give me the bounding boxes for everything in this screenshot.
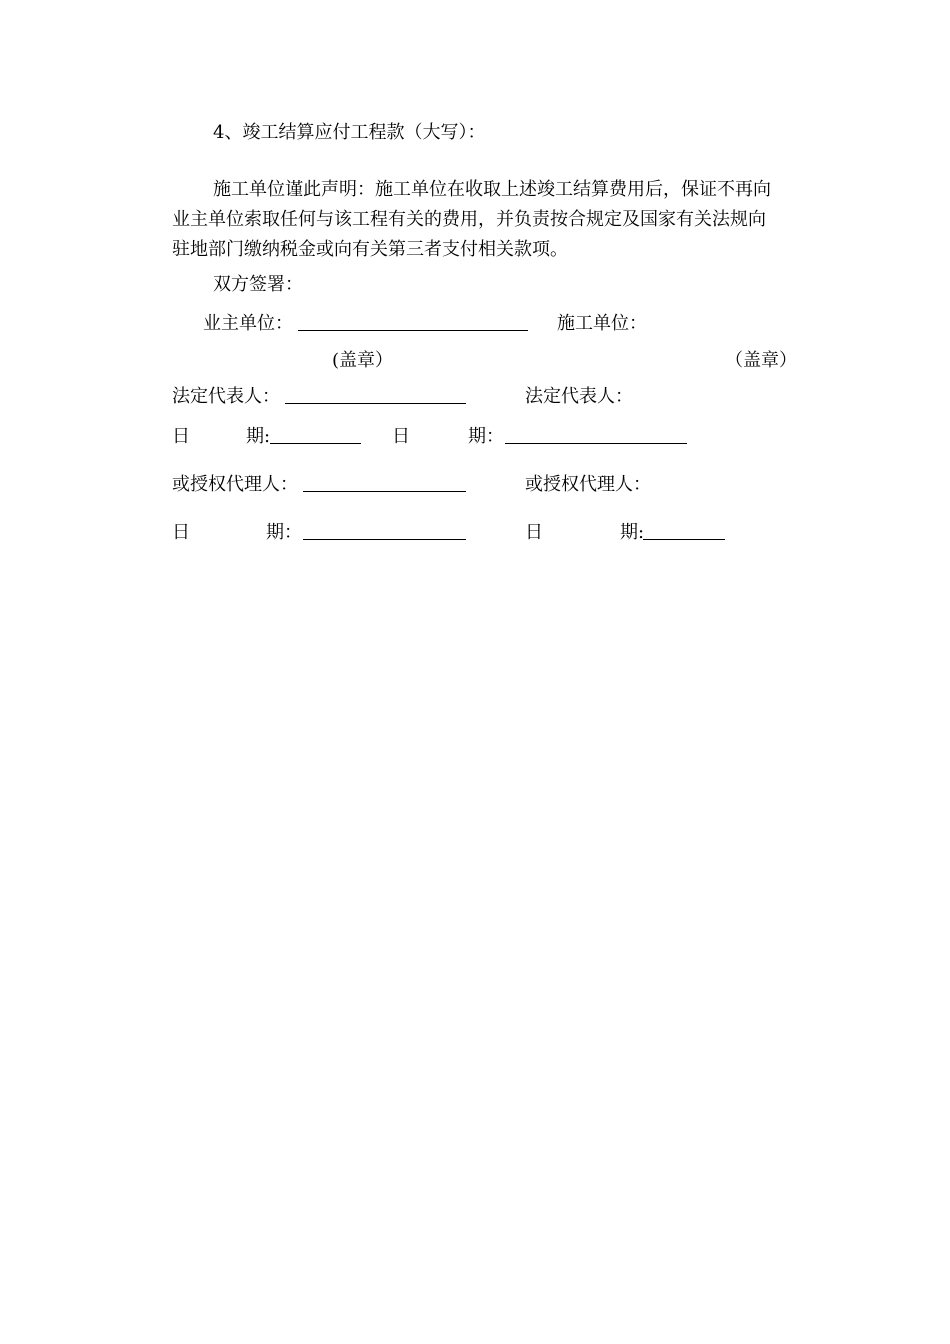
contractor-agent-date-label-char2: 期: <box>620 522 645 543</box>
contractor-legal-rep-label: 法定代表人： <box>525 386 633 407</box>
contractor-unit-label: 施工单位： <box>557 313 647 334</box>
contractor-agent-date-label-char1: 日 <box>525 522 543 543</box>
contractor-date-label-char2: 期： <box>468 426 504 447</box>
owner-date-label-char1: 日 <box>172 426 190 447</box>
contractor-date-label-char1: 日 <box>392 426 410 447</box>
owner-unit-label: 业主单位： <box>203 313 293 334</box>
owner-agent-date-label-char1: 日 <box>172 522 190 543</box>
owner-date-label-char2: 期: <box>246 426 271 447</box>
declaration-paragraph <box>172 175 812 265</box>
contractor-date-field[interactable] <box>505 443 687 444</box>
declaration-line-1: 施工单位谨此声明：施工单位在收取上述竣工结算费用后，保证不再向 <box>213 179 771 200</box>
declaration-line-2: 业主单位索取任何与该工程有关的费用，并负责按合规定及国家有关法规向 <box>172 209 766 230</box>
owner-agent-date-label-char2: 期： <box>266 522 302 543</box>
contractor-agent-date-field[interactable] <box>643 539 725 540</box>
owner-seal-label: (盖章） <box>332 350 394 371</box>
owner-date-field[interactable] <box>270 443 361 444</box>
contractor-agent-label: 或授权代理人： <box>525 474 651 495</box>
signing-title: 双方签署： <box>213 274 303 295</box>
owner-unit-field[interactable] <box>298 330 528 331</box>
contractor-seal-label: （盖章） <box>725 350 797 371</box>
declaration-line-3: 驻地部门缴纳税金或向有关第三者支付相关款项。 <box>172 239 568 260</box>
item-4-heading: 4、竣工结算应付工程款（大写）： <box>213 122 486 143</box>
owner-agent-date-field[interactable] <box>303 539 466 540</box>
owner-agent-label: 或授权代理人： <box>172 474 298 495</box>
owner-legal-rep-label: 法定代表人： <box>172 386 280 407</box>
owner-agent-field[interactable] <box>303 491 466 492</box>
owner-legal-rep-field[interactable] <box>285 403 466 404</box>
